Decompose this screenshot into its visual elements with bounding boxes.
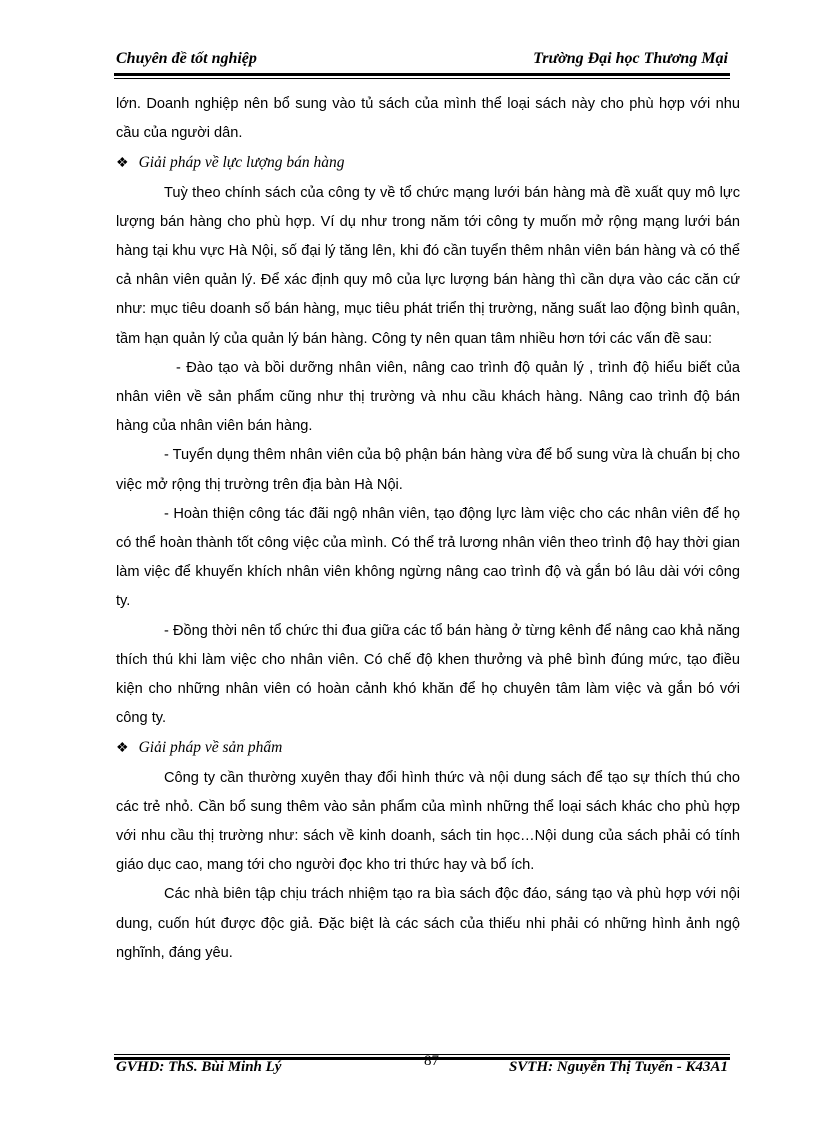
page-number: 87 [424, 1053, 439, 1069]
list-item-recruitment: - Tuyển dụng thêm nhân viên của bộ phận bán hàng vừa để bổ sung vừa là chuẩn bị cho việc mở rộng thị trường trên địa bàn Hà Nội. [116, 447, 740, 493]
header-course-title: Chuyên đề tốt nghiệp [116, 50, 257, 67]
document-body [116, 90, 740, 968]
section-heading-text: Giải pháp về lực lượng bán hàng [138, 154, 345, 172]
list-item-compensation: - Hoàn thiện công tác đãi ngộ nhân viên, tạo động lực làm việc cho các nhân viên để họ có thể hoàn thành tốt công việc của mình. Có thể trả lương nhân viên theo trình độ hay thời gian làm việc để khuyến khích nhân viên không ngừng nâng cao trình độ và gắn bó lâu dài với công ty. [116, 505, 740, 610]
page-header [116, 50, 728, 68]
header-rule [114, 73, 730, 79]
section-heading-sales-force [116, 148, 740, 178]
diamond-bullet-icon: ❖ [116, 741, 129, 757]
paragraph-sales-force-intro: Tuỳ theo chính sách của công ty về tổ chức mạng lưới bán hàng mà đề xuất quy mô lực lượng bán hàng cho phù hợp. Ví dụ như trong năm tới công ty muốn mở rộng mạng lưới bán hàng tại khu vực Hà Nội, số đại lý tăng lên, khi đó cần tuyển thêm nhân viên bán hàng và có thể cả nhân viên quản lý. Để xác định quy mô của lực lượng bán hàng thì cần dựa vào các căn cứ như: mục tiêu doanh số bán hàng, mục tiêu phát triển thị trường, năng suất lao động bình quân, tầm hạn quản lý của quản lý bán hàng. Công ty nên quan tâm nhiều hơn tới các vấn đề sau: [116, 184, 740, 347]
list-item-training: - Đào tạo và bồi dưỡng nhân viên, nâng cao trình độ quản lý , trình độ hiểu biết của nhân viên về sản phẩm cũng như thị trường và nhu cầu khách hàng. Nâng cao trình độ bán hàng của nhân viên bán hàng. [116, 359, 740, 435]
footer-supervisor: GVHD: ThS. Bùi Minh Lý [116, 1059, 282, 1075]
header-university-name: Trường Đại học Thương Mại [533, 50, 728, 67]
paragraph-products-design: Các nhà biên tập chịu trách nhiệm tạo ra bìa sách độc đáo, sáng tạo và phù hợp với nội dung, cuốn hút được độc giả. Đặc biệt là các sách của thiếu nhi phải có những hình ảnh ngộ nghĩnh, đáng yêu. [116, 886, 740, 961]
list-item-competition: - Đồng thời nên tổ chức thi đua giữa các tổ bán hàng ở từng kênh để nâng cao khả năng thích thú khi làm việc cho nhân viên. Có chế độ khen thưởng và phê bình đúng mức, tạo điều kiện cho những nhân viên có hoàn cảnh khó khăn để họ chuyên tâm làm việc và gắn bó với công ty. [116, 622, 740, 727]
section-heading-text: Giải pháp về sản phẩm [138, 739, 283, 757]
section-heading-products [116, 733, 740, 763]
paragraph-continuation: lớn. Doanh nghiệp nên bổ sung vào tủ sách của mình thể loại sách này cho phù hợp với nhu cầu của người dân. [116, 96, 740, 142]
diamond-bullet-icon: ❖ [116, 156, 129, 172]
paragraph-products-content: Công ty cần thường xuyên thay đổi hình thức và nội dung sách để tạo sự thích thú cho các trẻ nhỏ. Cần bổ sung thêm vào sản phẩm của mình những thể loại sách khác cho phù hợp với nhu cầu thị trường như: sách về kinh doanh, sách tin học…Nội dung của sách phải có tính giáo dục cao, mang tới cho người đọc kho tri thức hay và bổ ích. [116, 769, 740, 874]
footer-student: SVTH: Nguyễn Thị Tuyến - K43A1 [508, 1059, 728, 1075]
